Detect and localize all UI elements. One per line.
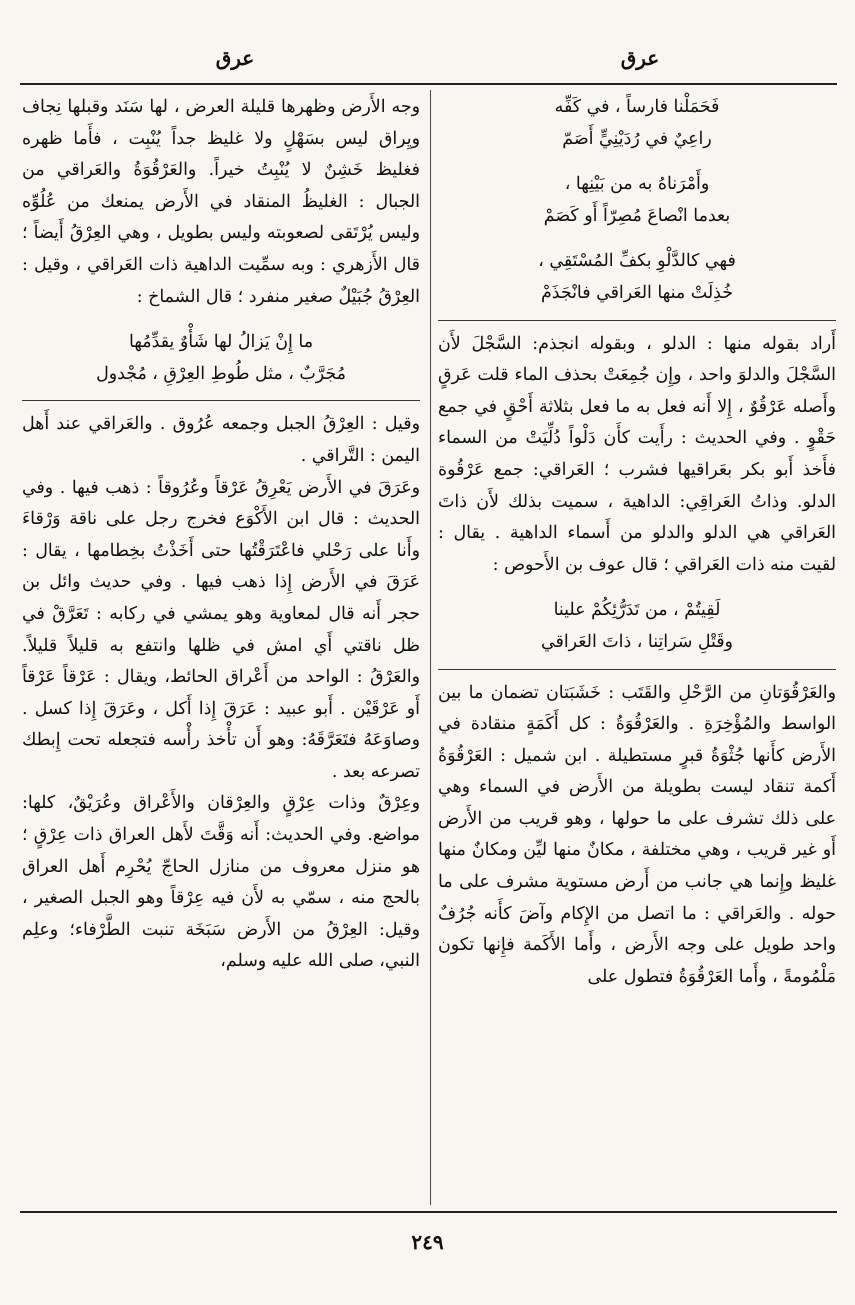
verse-line: فهي كالدَّلْوِ بكفِّ المُسْتَقِي ، — [538, 251, 736, 272]
paragraph: وجه الأَرض وظهرها قليلة العرض ، لها سَنَد وقبلها نِجاف ويِراق ليس بسَهْلٍ ولا غليظ جداً يُنْبِت ، فأَما ظهره فغليظ خَشِنٌ لا يُنْبِتُ خيراً. والعَرْقُوَةُ والعَراقي من الجبال : الغليظُ المنقاد في الأَرض يمنعك من عُلُوِّه وليس يُرْتَقى لصعوبته وليس بطويل ، وهي العِرْقُ أَيضاً ؛ قال الأَزهري : وبه سمِّيت الداهية ذات العَراقي ، وقيل : العِرْقُ جُبَيْلٌ صغير منفرد ؛ قال الشماخ : — [22, 97, 420, 307]
verse-line: مُجَرَّبٌ ، مثل طُوطِ العِرْقِ ، مُجْدول — [96, 363, 346, 384]
paragraph: وعِرْقٌ وذات عِرْقٍ والعِرْقان والأَعْراق وعُرَيْقٌ، كلها: مواضع. وفي الحديث: أَنه وَقَّتَ لأَهل العراق ذات عِرْقٍ ؛ هو منزل معروف من منازل الحاجّ يُحْرِم أَهل العراق بالحج منه ، سمّي به لأَن فيه عِرْقاً وهو الجبل الصغير ، وقيل: العِرْقُ من الأَرض سَبَخَة تنبت الطَّرْفاء؛ وعلِم النبي، صلى الله عليه وسلم، — [22, 793, 420, 972]
verse-line: فَحَمَلْنا فارساً ، في كَفِّه — [554, 97, 720, 117]
paragraph: وعَرَقَ في الأَرض يَعْرِقُ عَرْقاً وعُرُوقاً : ذهب فيها . وفي الحديث : قال ابن الأَكْوَع فخرج رجل على ناقة وَرْقاءَ وأَنا على رَحْلي فاعْتَرَقْتُها حتى أَخَذْتُ بخِطامها ، يقال : عَرَقَ في الأَرض إِذا ذهب فيها . وفي حديث وائل بن حجر أَنه قال لمعاوية وهو يمشي في ركابه : تَعَرَّقْ في ظل ناقتي أَي امش في ظلها وانتفع به قليلاً قليلاً. والعَرْقُ : الواحد من أَعْراق الحائط، ويقال : عَرْقاً عَرْقاً أَو عَرْقَيْن . أَبو عبيد : عَرَقَ إِذا أَكل ، وعَرَقَ إِذا كسل . وصاوَعَهُ فتَعَرَّقَهُ: وهو أَن تأْخذ رأْسه فتجعله تحت إِبطك تصرعه بعد . — [22, 477, 420, 782]
right-column — [438, 92, 836, 993]
section-rule — [438, 669, 836, 670]
verse-line: بعدما انْصاعَ مُصِرّاً أَو كَصَمْ — [543, 205, 731, 226]
column-divider — [430, 90, 431, 1205]
section-rule — [22, 400, 420, 401]
verse-line: راعِيٌ في رُدَيْنِيٍّ أَصَمّ — [562, 128, 712, 149]
page-number: ٢٤٩ — [411, 1230, 444, 1254]
section-rule — [438, 320, 836, 321]
bottom-rule — [20, 1211, 837, 1213]
running-head-left: عرق — [215, 46, 255, 70]
running-head-right: عرق — [620, 46, 660, 70]
paragraph: وقيل : العِرْقُ الجبل وجمعه عُرُوق . والعَراقي عند أَهل اليمن : التَّراقي . — [22, 414, 420, 466]
verse-line: ما إِنْ يَزالُ لها شَأْوٌ يقدِّمُها — [128, 332, 314, 353]
paragraph: والعَرْقُوَتانِ من الرَّحْلِ والقَتَب : خَشَبَتان تضمان ما بين الواسط والمُؤْخِرَةِ . والعَرْقُوَةُ : كل أَكَمَةٍ منقادة في الأَرض كأَنها جُثْوَةُ قبرٍ مستطيلة . ابن شميل : العَرْقُوَةُ أَكمة تنقاد ليست بطويلة من الأَرض في السماء وهي على ذلك تشرف على ما حولها ، وهو قريب من الأَرض أَو غير قريب ، وهي مختلفة ، مكانٌ منها ليِّن ومكانٌ منها غليظ وإِنما هي جانب من أَرض مستوية مشرف على ما حوله . والعَراقي : ما اتصل من الإِكام وآضَ كأَنه جُرُفٌ واحد طويل على وجه الأَرض ، وأَما الأَكَمة فإِنها تكون مَلْمُومةً ، وأَما العَرْقُوَةُ فتطول على — [438, 682, 836, 987]
left-column — [22, 92, 420, 978]
verse-line: وأَمْرَناهُ به من بَيْنِها ، — [564, 174, 710, 195]
paragraph: أَراد بقوله منها : الدلو ، وبقوله انجذم: السَّجْلَ لأَن السَّجْلَ والدلوَ واحد ، وإِن جُمِعَتْ بحذف الماء قلت عَرقٍ وأَصله عَرْقُوٌ ، إِلا أَنه فعل به ما فعل بثلاثة أَحْقٍ في جمع حَقْوٍ . وفي الحديث : رأَيت كأَن دَلْواً دُلِّيَتْ من السماء فأَخذ أَبو بكر بعَراقيها فشرب ؛ العَراقي: جمع عَرْقُوة الدلو. وذاتُ العَراقِي: الداهية ، سميت بذلك لأَن ذاتَ العَراقي هي الدلو والدلو من أَسماء الداهية . يقال : لقيت منه ذات العَراقي ؛ قال عوف بن الأَحوص : — [438, 333, 836, 575]
top-rule — [20, 83, 837, 85]
verse-line: لَقِيتُمْ ، من تَدَرُّئِكُمْ علينا — [553, 600, 721, 621]
verse-line: خُذِلَتْ منها العَراقي فانْجَذَمْ — [540, 282, 734, 303]
verse-line: وقَتْلِ سَراتِنا ، ذاتَ العَراقي — [541, 631, 733, 652]
